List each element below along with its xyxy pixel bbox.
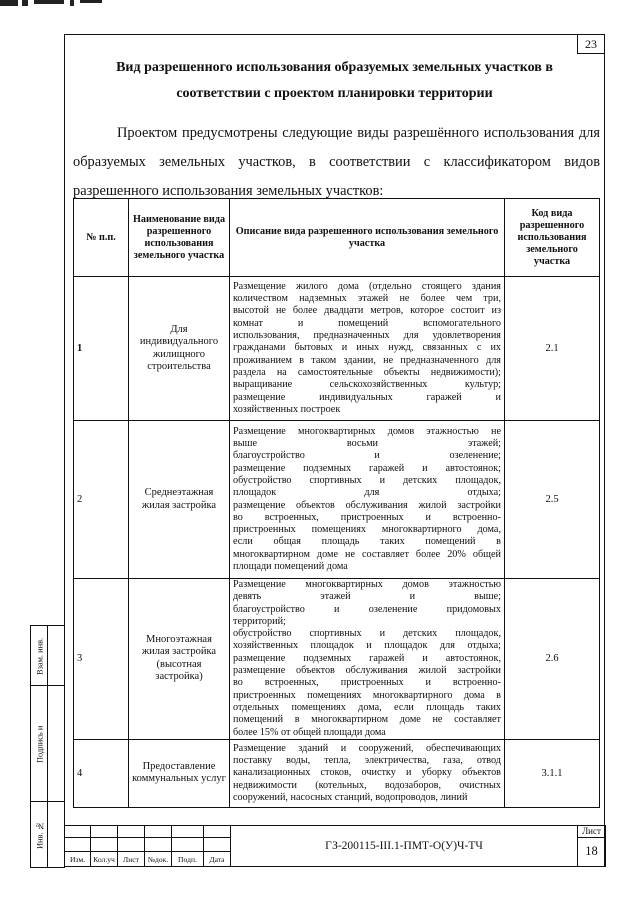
stamp-col-podp: Подп. (172, 852, 204, 867)
description-line: помещений в многоквартирном доме не составляет (233, 714, 501, 726)
sheet-label: Лист (578, 826, 606, 838)
land-use-code: 2.6 (505, 579, 600, 740)
title-block (64, 825, 605, 867)
description-line: раздела на самостоятельные объекты недвижимости); (233, 366, 501, 378)
description-line: площади помещений дома (233, 560, 348, 572)
description-line: размещение подземных гаражей и автостоянок, (233, 652, 501, 664)
intro-text: Проектом предусмотрены следующие виды разрешённого использования для образуемых земельных участков, в соответствии с классификатором видов разрешенного использования земельных участков: (73, 125, 600, 199)
description-line: комнат и помещений вспомогательного (233, 317, 501, 329)
sheet-number: 18 (578, 837, 606, 866)
stamp-col-koluch: Кол.уч (91, 852, 118, 867)
header-name: Наименование вида разрешенного использования земельного участка (129, 199, 230, 277)
description-line: более 15% от общей площади дома (233, 726, 386, 738)
header-num: № п.п. (74, 199, 129, 277)
land-use-description (230, 421, 505, 579)
side-stamp (30, 625, 64, 867)
description-line: количеством надземных этажей не более чем три, (233, 293, 501, 305)
side-inv-cell (31, 802, 48, 868)
description-line: площадок для отдыха; (233, 487, 501, 499)
row-number: 1 (74, 277, 129, 421)
stamp-col-ndok: №док. (145, 852, 172, 867)
description-line: Размещение жилого дома (отдельно стоящего здания (233, 280, 501, 292)
description-line: благоустройство и озеленение придомовых (233, 603, 501, 615)
document-code: ГЗ-200115-III.1-ПМТ-О(У)Ч-ТЧ (231, 826, 578, 867)
table-header-row (74, 199, 600, 277)
description-line: высотой не более двадцати метров, которое состоит из (233, 305, 501, 317)
description-line: гражданами бытовых и иных нужд, связанных с их (233, 342, 501, 354)
vzam-label: Взам. инв. (35, 637, 45, 675)
description-line: во встроенных, пристроенных и встроенно- (233, 511, 501, 523)
description-line: проживанием в таком здании, не предназначенного для (233, 354, 501, 366)
description-line: пристроенных помещениях многоквартирного дома в (233, 689, 501, 701)
description-line: пристроенных помещениях многоквартирного дома, (233, 524, 501, 536)
header-code: Код вида разрешенного использования земельного участка (505, 199, 600, 277)
stamp-col-data: Дата (204, 852, 231, 867)
description-line: размещение подземных гаражей и автостоянок; (233, 462, 501, 474)
page-number: 23 (577, 34, 605, 54)
header-desc: Описание вида разрешенного использования земельного участка (230, 199, 505, 277)
description-line: во встроенных, пристроенных и встроенно- (233, 677, 501, 689)
land-use-code: 2.1 (505, 277, 600, 421)
description-line: использования, предназначенных для удовлетворения (233, 330, 501, 342)
description-line: размещение объектов обслуживания жилой застройки (233, 499, 501, 511)
page-frame (64, 34, 605, 867)
description-line: хозяйственных построек (233, 403, 341, 415)
land-use-name: Многоэтажная жилая застройка (высотная застройка) (129, 579, 230, 740)
land-use-name: Предоставление коммунальных услуг (129, 739, 230, 807)
description-line: отдельных помещениях дома, если площадь таких (233, 701, 501, 713)
land-use-code: 3.1.1 (505, 739, 600, 807)
land-use-description (230, 277, 505, 421)
stamp-col-list: Лист (118, 852, 145, 867)
land-use-name: Для индивидуального жилищного строительства (129, 277, 230, 421)
description-line: многоквартирном доме не составляет более 20% общей (233, 548, 501, 560)
land-use-table (73, 198, 600, 808)
description-line: территорий; (233, 615, 286, 627)
description-line: обустройство спортивных и детских площадок, (233, 474, 501, 486)
description-line: хозяйственных площадок и площадок для отдыха; (233, 640, 501, 652)
scan-mark (0, 0, 110, 8)
description-line: выше восьми этажей; (233, 438, 501, 450)
intro-paragraph (73, 119, 600, 206)
page-title (65, 55, 604, 107)
land-use-description (230, 739, 505, 807)
table-row (74, 739, 600, 807)
side-vzam-cell (31, 626, 48, 686)
row-number: 3 (74, 579, 129, 740)
description-line: размещение объектов обслуживания жилой застройки (233, 665, 501, 677)
land-use-name: Среднеэтажная жилая застройка (129, 421, 230, 579)
description-line: поставку воды, тепла, электричества, газа, отвод (233, 754, 501, 766)
table-row (74, 421, 600, 579)
description-line: недвижимости (котельных, водозаборов, очистных (233, 779, 501, 791)
stamp-col-izm: Изм. (65, 852, 91, 867)
description-line: Размещение зданий и сооружений, обеспечивающих (233, 742, 501, 754)
description-line: сооружений, насосных станций, водопроводов, линий (233, 791, 468, 803)
podpis-label: Подпись и (35, 725, 45, 763)
description-line: если общая площадь таких помещений в (233, 536, 501, 548)
land-use-code: 2.5 (505, 421, 600, 579)
description-line: Размещение многоквартирных домов этажностью (233, 579, 501, 590)
inv-label: Инв. № (35, 821, 45, 849)
description-line: канализационных стоков, очистку и уборку объектов (233, 767, 501, 779)
land-use-description (230, 579, 505, 740)
description-line: девять этажей и выше; (233, 591, 501, 603)
description-line: обустройство спортивных и детских площадок, (233, 628, 501, 640)
title-line-2: соответствии с проектом планировки территории (176, 86, 493, 101)
table-row (74, 579, 600, 740)
description-line: Размещение многоквартирных домов этажностью не (233, 425, 501, 437)
row-number: 2 (74, 421, 129, 579)
side-podpis-cell (31, 686, 48, 802)
table-row (74, 277, 600, 421)
description-line: размещение индивидуальных гаражей и (233, 391, 501, 403)
description-line: благоустройство и озеленение; (233, 450, 501, 462)
title-line-1: Вид разрешенного использования образуемых земельных участков в (116, 60, 553, 75)
description-line: выращивание сельскохозяйственных культур; (233, 379, 501, 391)
row-number: 4 (74, 739, 129, 807)
